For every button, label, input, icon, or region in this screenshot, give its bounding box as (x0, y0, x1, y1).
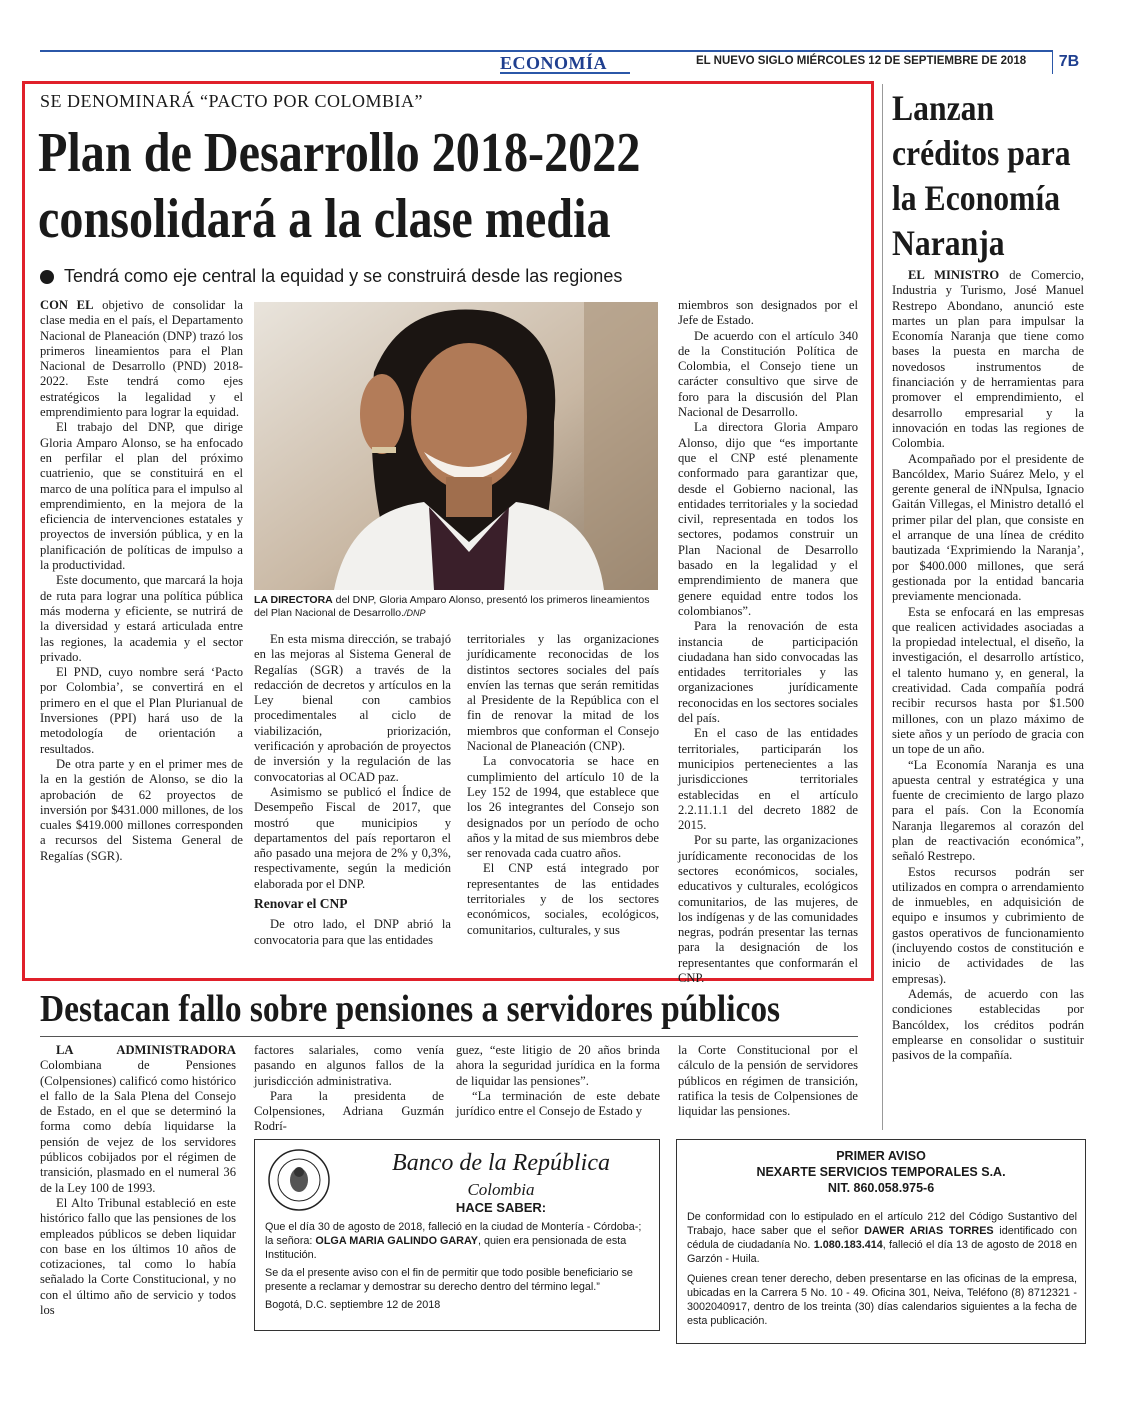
lead-in: CON EL (40, 298, 94, 312)
paragraph: El Alto Tribunal estableció en este histórico fallo que las pensiones de los empleados públicos se deben liquidar con base en los últimos 10 años de cotizaciones, tal como lo había señalado la Corte Constitucional, y no con el último año de servicio y todos los (40, 1195, 236, 1318)
paragraph: En el caso de las entidades territoriales, participarán los municipios pertenecientes a las jurisdicciones territoriales establecidas en el artículo 2.2.11.1.1 del decreto 1882 de 2015. (678, 726, 858, 833)
paragraph (892, 268, 1084, 452)
sidebar-divider (882, 84, 883, 1130)
company-nit: NIT. 860.058.975-6 (827, 1181, 935, 1195)
headline-line-1: Plan de Desarrollo 2018-2022 (38, 122, 641, 184)
article-column-2 (254, 632, 451, 948)
paragraph: Acompañado por el presidente de Bancóldex, Mario Suárez Melo, y el gerente general de iNNpulsa, Ignacio Gaitán Villegas, el Ministro detalló el primer pilar del plan, que consiste en el arranque de una línea de crédito bautizada ‘Exprimiendo la Naranja’, por $400.000 millones, que será gestionada por la entidad bancaria previamente mencionada. (892, 451, 1084, 604)
caption-text: del DNP, Gloria Amparo Alonso, presentó los primeros lineamientos del Plan Nacional de Desarrollo. (254, 594, 650, 619)
director-photo (254, 302, 658, 590)
paragraph: “La terminación de este debate jurídico entre el Consejo de Estado y (456, 1088, 660, 1119)
paragraph: Esta se enfocará en las empresas que realicen actividades asociadas a la propiedad intelectual, el diseño, la investigación, el desarrollo artístico, el talento humano y, en general, la creatividad. Cada compañía podrá recibir recursos hasta por $1.500 millones, con un plazo máximo de siete años y un período de gracia con un tope de un año. (892, 604, 1084, 757)
notice-title-line: PRIMER AVISO (836, 1149, 926, 1163)
paragraph: El PND, cuyo nombre será ‘Pacto por Colombia’, se convertirá en el primero en el que el Plan Plurianual de Inversiones (PPI) hará uso de la metodología de orientación a resultados. (40, 665, 243, 756)
sidebar-body (892, 268, 1084, 1063)
article-column-4 (678, 298, 858, 986)
notice-body (687, 1210, 1077, 1328)
paragraph: Además, de acuerdo con las condiciones establecidas por Bancóldex, los créditos podrán emplearse en consolidar o sustituir pasivos de la compañía. (892, 986, 1084, 1063)
paragraph: guez, “este litigio de 20 años brinda ahora la seguridad jurídica en la forma de liquidar las pensiones”. (456, 1043, 660, 1088)
caption-lead: LA DIRECTORA (254, 594, 333, 606)
paragraph: Por su parte, las organizaciones jurídicamente reconocidas de los sectores económicos, sociales, educativos y culturales, ecológicos comunitarios, de las mujeres, de los indígenas y de las comunidades negras, podrán presentar las ternas para la designación de los representantes que conformarán el CNP. (678, 833, 858, 986)
notice-title (677, 1148, 1085, 1196)
notice-text: , falleció el día 13 de agosto de 2018 en Garzón - Huila. (687, 1239, 1077, 1265)
paragraph: La convocatoria se hace en cumplimiento del artículo 10 de la Ley 152 de 1994, que establece que los 26 integrantes del Consejo son designados por un período de ocho años y la mitad de sus miembros debe ser renovada cada cuatro años. (467, 754, 659, 861)
notice-text: Que el día 30 de agosto de 2018, falleció en la ciudad de Montería - Córdoba-; la señora: (265, 1221, 642, 1247)
rule (40, 1036, 858, 1037)
article-column-3 (467, 632, 659, 938)
paragraph-text: de Comercio, Industria y Turismo, José Manuel Restrepo Abondano, anunció este martes un plan para impulsar la Economía Naranja que tiene como bases la puesta en marcha de novedosos instrumentos de financiación y de herramientas para promover el emprendimiento, el desarrollo empresarial y la innovación en todas las regiones de Colombia. (892, 268, 1084, 451)
deceased-name: OLGA MARIA GALINDO GARAY (315, 1235, 478, 1247)
paragraph-text: objetivo de consolidar la clase media en el país, el Departamento Nacional de Planeación (DNP) trazó los primeros lineamientos para el Plan Nacional de Desarrollo (PND) 2018-2022. Este tendrá como ejes estratégicos la legalidad y el emprendimiento para lograr la equidad. (40, 298, 243, 420)
page-number: 7B (1052, 50, 1085, 74)
paragraph: En esta misma dirección, se trabajó en las mejoras al Sistema General de Regalías (SGR) a través de la redacción de decretos y artículos en la Ley bienal con cambios procedimentales al ciclo de viabilización, priorización, verificación y aprobación de proyectos de inversión y la regulación de las convocatorias al OCAD paz. (254, 632, 451, 784)
notice-text: , quien era pensionada de esta Institución. (265, 1235, 627, 1261)
sidebar-headline-line: créditos para (892, 133, 1071, 173)
lead-in: LA ADMINISTRADORA (56, 1043, 236, 1057)
id-number: 1.080.183.414 (813, 1239, 883, 1251)
photo-credit: /DNP (404, 608, 426, 618)
paragraph: El trabajo del DNP, que dirige Gloria Amparo Alonso, se ha enfocado en perfilar el plan del próximo cuatrienio, que se constituirá en el marco de una política para el impulso al emprendimiento, en la mejora de la eficiencia de intervenciones estatales y proyectos de inversión pública, y en la planificación de políticas de impulso a la productividad. (40, 420, 243, 573)
article-subhead: Tendrá como eje central la equidad y se construirá desde las regiones (64, 266, 623, 286)
paragraph: Estos recursos podrán ser utilizados en compra o arrendamiento de inmuebles, en adquisición de equipo e insumos y cubrimiento de gastos operativos de funcionamiento (incluyendo costos de constitución e inicio de actividades de las empresas). (892, 864, 1084, 986)
pensions-headline: Destacan fallo sobre pensiones a servidores públicos (40, 988, 781, 1030)
lead-in: EL MINISTRO (908, 268, 1000, 282)
pensions-column-4 (678, 1043, 858, 1119)
nexarte-notice (676, 1139, 1086, 1344)
paragraph: De otra parte y en el primer mes de la en la gestión de Alonso, se dio la aprobación de 62 proyectos de inversión por $431.000 millones, de los cuales $419.000 millones corresponden a recursos del Sistema General de Regalías (SGR). (40, 756, 243, 863)
notice-text: Se da el presente aviso con el fin de permitir que todo posible beneficiario se presente a reclamar y demostrar su derecho dentro del término legal.” (265, 1267, 633, 1293)
headline-line-2: consolidará a la clase media (38, 188, 611, 250)
sidebar-headline (892, 86, 1071, 266)
paragraph: La directora Gloria Amparo Alonso, dijo que “es importante que el CNP esté plenamente conformado para garantizar que, desde el Gobierno nacional, las entidades territoriales y la sociedad civil, representada en todos los sectores, podamos construir un Plan Nacional de Desarrollo basado en la legalidad y el emprendimiento de manera que genere equidad entre todos los colombianos”. (678, 420, 858, 618)
article-column-1 (40, 298, 243, 864)
paragraph: El CNP está integrado por representantes de las entidades territoriales y de los sectores económicos, sociales, ecológicos, comunitarios, culturales, y sus (467, 861, 659, 937)
company-name: NEXARTE SERVICIOS TEMPORALES S.A. (756, 1165, 1006, 1179)
paragraph: Para la renovación de esta instancia de participación ciudadana han sido convocadas las entidades territoriales y las organizaciones jurídicamente reconocidas en los sectores sociales del país. (678, 619, 858, 726)
bank-name: Banco de la República (392, 1150, 610, 1176)
sidebar-headline-line: la Economía (892, 178, 1061, 218)
bank-country: Colombia (467, 1180, 535, 1199)
notice-body (265, 1220, 651, 1312)
article-kicker: SE DENOMINARÁ “PACTO POR COLOMBIA” (40, 91, 424, 111)
paragraph: Este documento, que marcará la hoja de ruta para lograr una política pública más moderna y eficiente, se nutrirá de la diversidad y estará articulada entre las regiones, la academia y el sector privado. (40, 573, 243, 664)
notice-text: Quienes crean tener derecho, deben presentarse en las oficinas de la empresa, ubicadas en la Carrera 5 No. 10 - 49. Oficina 301, Neiva, Teléfono (8) 8712321 - 3002040917, dentro de los treinta (30) días calendarios siguientes a la fecha de esta publicación. (687, 1273, 1077, 1327)
bullet-icon (40, 270, 54, 284)
paragraph (40, 1043, 236, 1196)
notice-text: De conformidad con lo estipulado en el artículo 212 del Código Sustantivo del Trabajo, hace saber que el señor (687, 1211, 1077, 1237)
portrait-image (254, 302, 658, 590)
pensions-column-3 (456, 1043, 660, 1119)
banco-republica-notice (254, 1139, 660, 1331)
section-label: ECONOMÍA (500, 53, 607, 73)
article-headline (38, 120, 743, 252)
paragraph: Asimismo se publicó el Índice de Desempeño Fiscal de 2017, que mostró que municipios y departamentos del país reportaron el año pasado una mejora de 2% y 0,3%, respectivamente, según la medición elaborada por el DNP. (254, 784, 451, 891)
notice-text: identificado con cédula de ciudadanía No. (687, 1225, 1077, 1251)
section-subhead: Renovar el CNP (254, 896, 348, 912)
section-underline (500, 72, 630, 74)
bank-seal-icon (267, 1148, 331, 1212)
paragraph: miembros son designados por el Jefe de Estado. (678, 298, 858, 328)
paragraph (40, 298, 243, 420)
notice-heading: HACE SABER: (455, 1200, 547, 1215)
paragraph: territoriales y las organizaciones jurídicamente reconocidas de los distintos sectores sociales del país envíen las ternas que serán remitidas al Presidente de la República con el fin de renovar la mitad de los miembros que conforman el Consejo Nacional de Planeación (CNP). (467, 632, 659, 754)
deceased-name: DAWER ARIAS TORRES (864, 1225, 994, 1237)
pensions-column-1 (40, 1043, 236, 1318)
paragraph: factores salariales, como venía pasando en algunos fallos de la jurisdicción administrativa. (254, 1043, 444, 1088)
paragraph: Para la presidenta de Colpensiones, Adriana Guzmán Rodrí- (254, 1088, 444, 1134)
dateline: EL NUEVO SIGLO MIÉRCOLES 12 DE SEPTIEMBRE DE 2018 (696, 55, 1027, 67)
photo-caption (254, 594, 658, 620)
paragraph-text: Colombiana de Pensiones (Colpensiones) calificó como histórico el fallo de la Sala Plena del Consejo de Estado, en el que se determinó la forma como debía liquidarse la pensión de vejez de los servidores públicos cobijados por el régimen de transición, plasmado en el numeral 36 de la Ley 100 de 1993. (40, 1058, 236, 1195)
paragraph: De otro lado, el DNP abrió la convocatoria para que las entidades (254, 917, 451, 947)
pensions-column-2 (254, 1043, 444, 1135)
sidebar-headline-line: Lanzan (892, 88, 995, 128)
paragraph: la Corte Constitucional por el cálculo de la pensión de servidores públicos en régimen de transición, ratifica la tesis de Colpensiones de liquidar las pensiones. (678, 1043, 858, 1119)
paragraph: De acuerdo con el artículo 340 de la Constitución Política de Colombia, el Consejo tiene un carácter consultivo que sirve de foro para la discusión del Plan Nacional de Desarrollo. (678, 328, 858, 420)
sidebar-headline-line: Naranja (892, 223, 1005, 263)
paragraph: “La Economía Naranja es una apuesta central y estratégica y una fuente de crecimiento de largo plazo para el país. Con la Economía Naranja llegaremos al corazón del plan de reactivación económica”, señaló Restrepo. (892, 757, 1084, 864)
notice-signoff: Bogotá, D.C. septiembre 12 de 2018 (265, 1299, 441, 1311)
